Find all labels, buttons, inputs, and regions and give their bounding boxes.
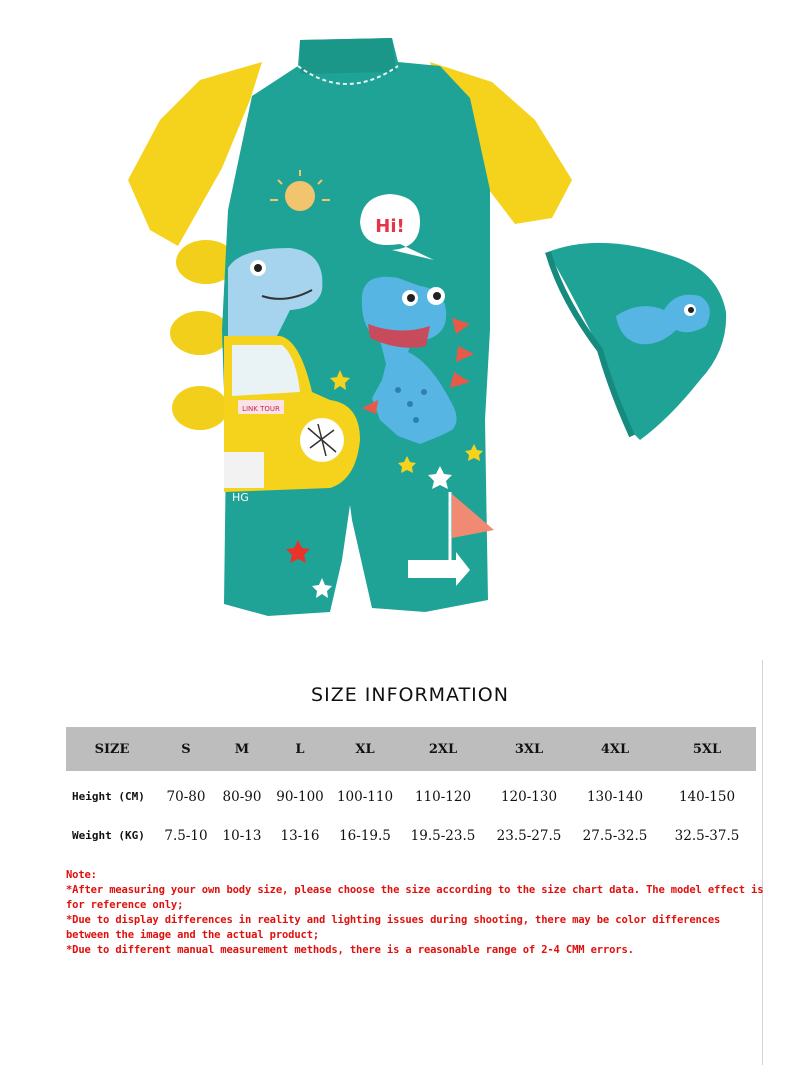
table-cell: 130-140 [586,788,644,805]
table-cell: 110-120 [414,788,472,805]
table-cell: 7.5-10 [164,827,208,844]
table-cell: 80-90 [222,788,262,805]
table-cell: 120-130 [500,788,558,805]
table-cell: 16-19.5 [339,827,391,844]
table-cell: 90-100 [276,788,324,805]
sun-icon [285,181,315,211]
header-cell: M [214,727,270,771]
table-cell: 140-150 [678,788,736,805]
size-chart-table [66,727,756,855]
header-cell: 3XL [486,727,572,771]
table-cell: 13-16 [280,827,320,844]
table-row-weight [66,816,756,855]
note-line: *Due to different manual measurement methods, there is a reasonable range of 2-4 CMM errors. [66,944,634,956]
header-cell: SIZE [66,727,158,771]
table-cell: 19.5-23.5 [410,827,476,844]
header-cell: 5XL [658,727,756,771]
spike-middle [170,311,230,355]
row-label: Weight (KG) [72,829,145,842]
header-cell: 4XL [572,727,658,771]
car-plate-text: LINK TOUR [242,405,280,413]
header-cell: XL [330,727,400,771]
table-row-height [66,771,756,816]
header-cell: 2XL [400,727,486,771]
notes-heading: Note: [66,869,97,881]
table-cell: 10-13 [222,827,262,844]
table-cell: 27.5-32.5 [582,827,648,844]
table-cell: 23.5-27.5 [496,827,562,844]
header-cell: S [158,727,214,771]
note-line: *After measuring your own body size, please choose the size according to the size chart data. The model effect is for reference only; [66,884,764,911]
table-header-row [66,727,756,771]
table-cell: 70-80 [166,788,206,805]
car-brand-text: HG [232,491,249,504]
row-label: Height (CM) [72,790,145,803]
notes-section [66,868,766,958]
table-cell: 32.5-37.5 [674,827,740,844]
spike-bottom [172,386,228,430]
note-line: *Due to display differences in reality and lighting issues during shooting, there may be color differences between the image and the actual product; [66,914,721,941]
size-info-title: SIZE INFORMATION [311,684,509,706]
table-cell: 100-110 [336,788,394,805]
speech-bubble-text: Hi! [375,216,405,237]
divider-line [762,660,763,1065]
header-cell: L [270,727,330,771]
